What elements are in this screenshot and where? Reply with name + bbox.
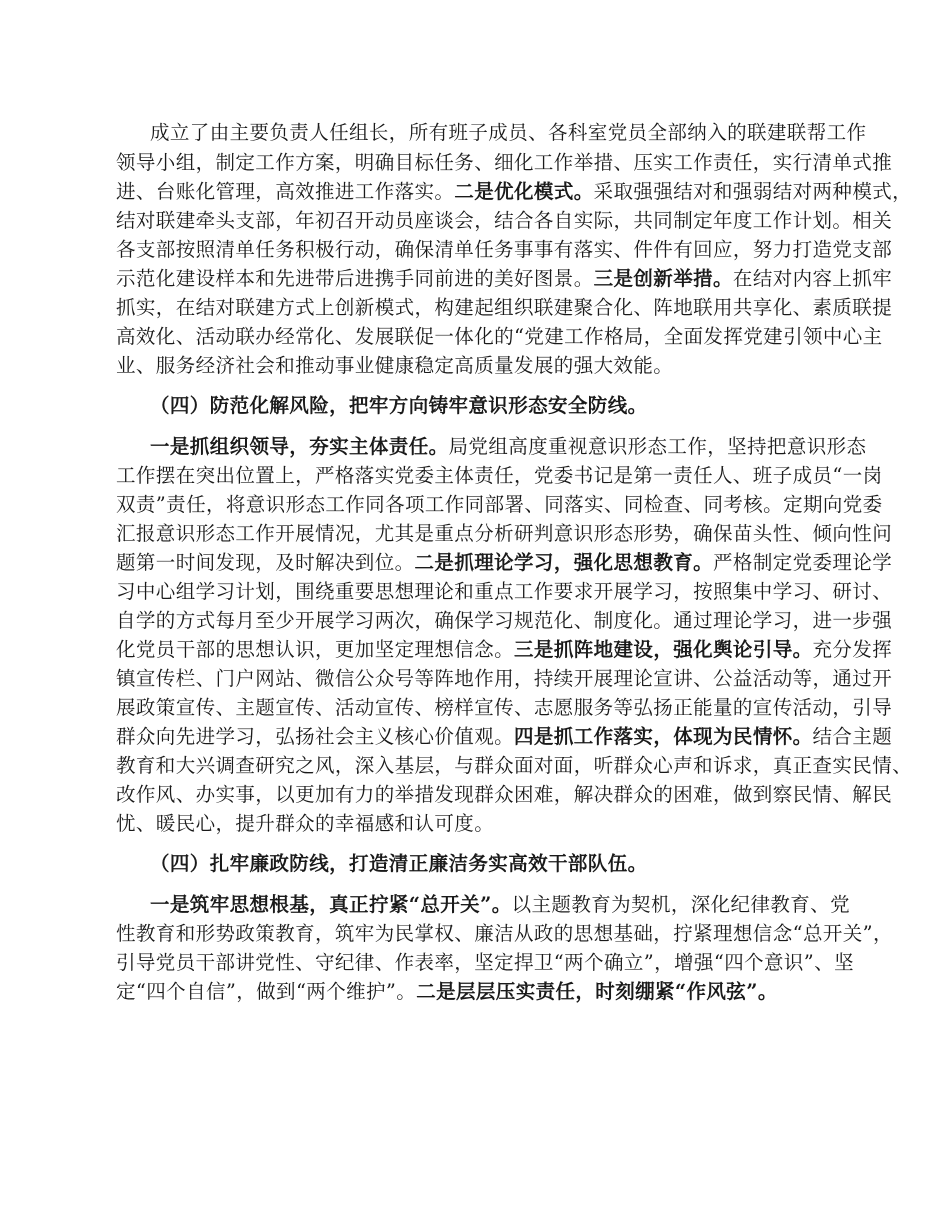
body-text: 在结对内容上抓牢	[732, 267, 893, 290]
text-line	[116, 322, 883, 351]
text-line	[116, 235, 893, 264]
bold-text: （四）扎牢廉政防线，打造清正廉洁务实高效干部队伍。	[150, 852, 648, 875]
body-text: 成立了由主要负责人任组长，所有班子成员、各科室党员全部纳入的联建联帮工作	[150, 121, 867, 144]
body-text: 充分发挥	[812, 638, 893, 661]
body-text: 汇报意识形态工作开展情况，尤其是重点分析研判意识形态形势，确保苗头性、倾向性问	[116, 522, 893, 545]
bold-text: 二是抓理论学习，强化思想教育。	[414, 551, 714, 574]
body-text: 高效化、活动联办经常化、发展联促一体化的“党建工作格局，全面发挥党建引领中心主	[116, 325, 883, 348]
text-line	[116, 519, 893, 548]
body-text: 结对联建牵头支部，年初召开动员座谈会，结合各自实际，共同制定年度工作计划。相关	[116, 209, 893, 232]
text-line	[150, 890, 850, 919]
body-text: 业、服务经济社会和推动事业健康稳定高质量发展的强大效能。	[116, 354, 674, 377]
text-line	[116, 293, 893, 322]
text-line	[116, 751, 913, 780]
bold-text: 三是创新举措。	[593, 267, 733, 290]
text-line	[150, 849, 850, 878]
body-text: 工作摆在突出位置上，严格落实党委主体责任，党委书记是第一责任人、班子成员“一岗	[116, 464, 883, 487]
body-text: 采取强强结对和强弱结对两种模式，	[593, 180, 913, 203]
body-text: 定“四个自信”，做到“两个维护”。	[116, 980, 417, 1003]
body-text: 严格制定党委理论学	[713, 551, 893, 574]
text-line	[116, 977, 850, 1006]
body-text: 领导小组，制定工作方案，明确目标任务、细化工作举措、压实工作责任，实行清单式推	[116, 151, 893, 174]
text-line	[116, 919, 893, 948]
body-text: 局党组高度重视意识形态工作，坚持把意识形态	[448, 435, 867, 458]
bold-text: 一是筑牢思想根基，真正拧紧“总开关”。	[150, 893, 512, 916]
body-text: 忧、暖民心，提升群众的幸福感和认可度。	[116, 812, 495, 835]
text-line	[116, 264, 893, 293]
body-text: 群众向先进学习，弘扬社会主义核心价值观。	[116, 725, 515, 748]
body-text: 改作风、办实事，以更加有力的举措发现群众困难，解决群众的困难，做到察民情、解民	[116, 783, 893, 806]
body-text: 示范化建设样本和先进带后进携手同前进的美好图景。	[116, 267, 594, 290]
body-text: 各支部按照清单任务积极行动，确保清单任务事事有落实、件件有回应，努力打造党支部	[116, 238, 893, 261]
bold-text: 二是优化模式。	[454, 180, 594, 203]
body-text: 题第一时间发现，及时解决到位。	[116, 551, 415, 574]
body-text: 镇宣传栏、门户网站、微信公众号等阵地作用，持续开展理论宣讲、公益活动等，通过开	[116, 667, 893, 690]
text-line	[116, 577, 893, 606]
body-text: 引导党员干部讲党性、守纪律、作表率，坚定捍卫“两个确立”，增强“四个意识”、坚	[116, 951, 854, 974]
text-line	[116, 606, 893, 635]
bold-text: （四）防范化解风险，把牢方向铸牢意识形态安全防线。	[150, 394, 648, 417]
text-line	[116, 206, 893, 235]
bold-text: 四是抓工作落实，体现为民情怀。	[514, 725, 813, 748]
bold-text: 一是抓组织领导，夯实主体责任。	[150, 435, 449, 458]
bold-text: 三是抓阵地建设，强化舆论引导。	[514, 638, 813, 661]
text-line	[116, 177, 913, 206]
text-line	[116, 635, 893, 664]
body-text: 展政策宣传、主题宣传、活动宣传、榜样宣传、志愿服务等弘扬正能量的宣传活动，引导	[116, 696, 893, 719]
body-text: 进、台账化管理，高效推进工作落实。	[116, 180, 455, 203]
body-text: 化党员干部的思想认识，更加坚定理想信念。	[116, 638, 515, 661]
text-line	[116, 548, 893, 577]
body-text: 结合主题	[812, 725, 893, 748]
body-text: 自学的方式每月至少开展学习两次，确保学习规范化、制度化。通过理论学习，进一步强	[116, 609, 893, 632]
body-text: 习中心组学习计划，围绕重要思想理论和重点工作要求开展学习，按照集中学习、研讨、	[116, 580, 893, 603]
text-line	[150, 118, 867, 147]
body-text: 以主题教育为契机，深化纪律教育、党	[511, 893, 850, 916]
body-text: 教育和大兴调查研究之风，深入基层，与群众面对面，听群众心声和诉求，真正查实民情、	[116, 754, 913, 777]
text-line	[116, 693, 893, 722]
text-line	[116, 351, 850, 380]
text-line	[116, 780, 893, 809]
text-line	[116, 148, 893, 177]
text-line	[116, 461, 883, 490]
text-line	[150, 432, 867, 461]
text-line	[116, 490, 883, 519]
text-line	[116, 809, 850, 838]
body-text: 抓实，在结对联建方式上创新模式，构建起组织联建聚合化、阵地联用共享化、素质联提	[116, 296, 893, 319]
bold-text: 二是层层压实责任，时刻绷紧“作风弦”。	[416, 980, 778, 1003]
text-line	[116, 948, 854, 977]
text-line	[150, 391, 850, 420]
text-line	[116, 664, 893, 693]
text-line	[116, 722, 893, 751]
body-text: 性教育和形势政策教育，筑牢为民掌权、廉洁从政的思想基础，拧紧理想信念“总开关”，	[116, 922, 893, 945]
body-text: 双责”责任，将意识形态工作同各项工作同部署、同落实、同检查、同考核。定期向党委	[116, 493, 883, 516]
